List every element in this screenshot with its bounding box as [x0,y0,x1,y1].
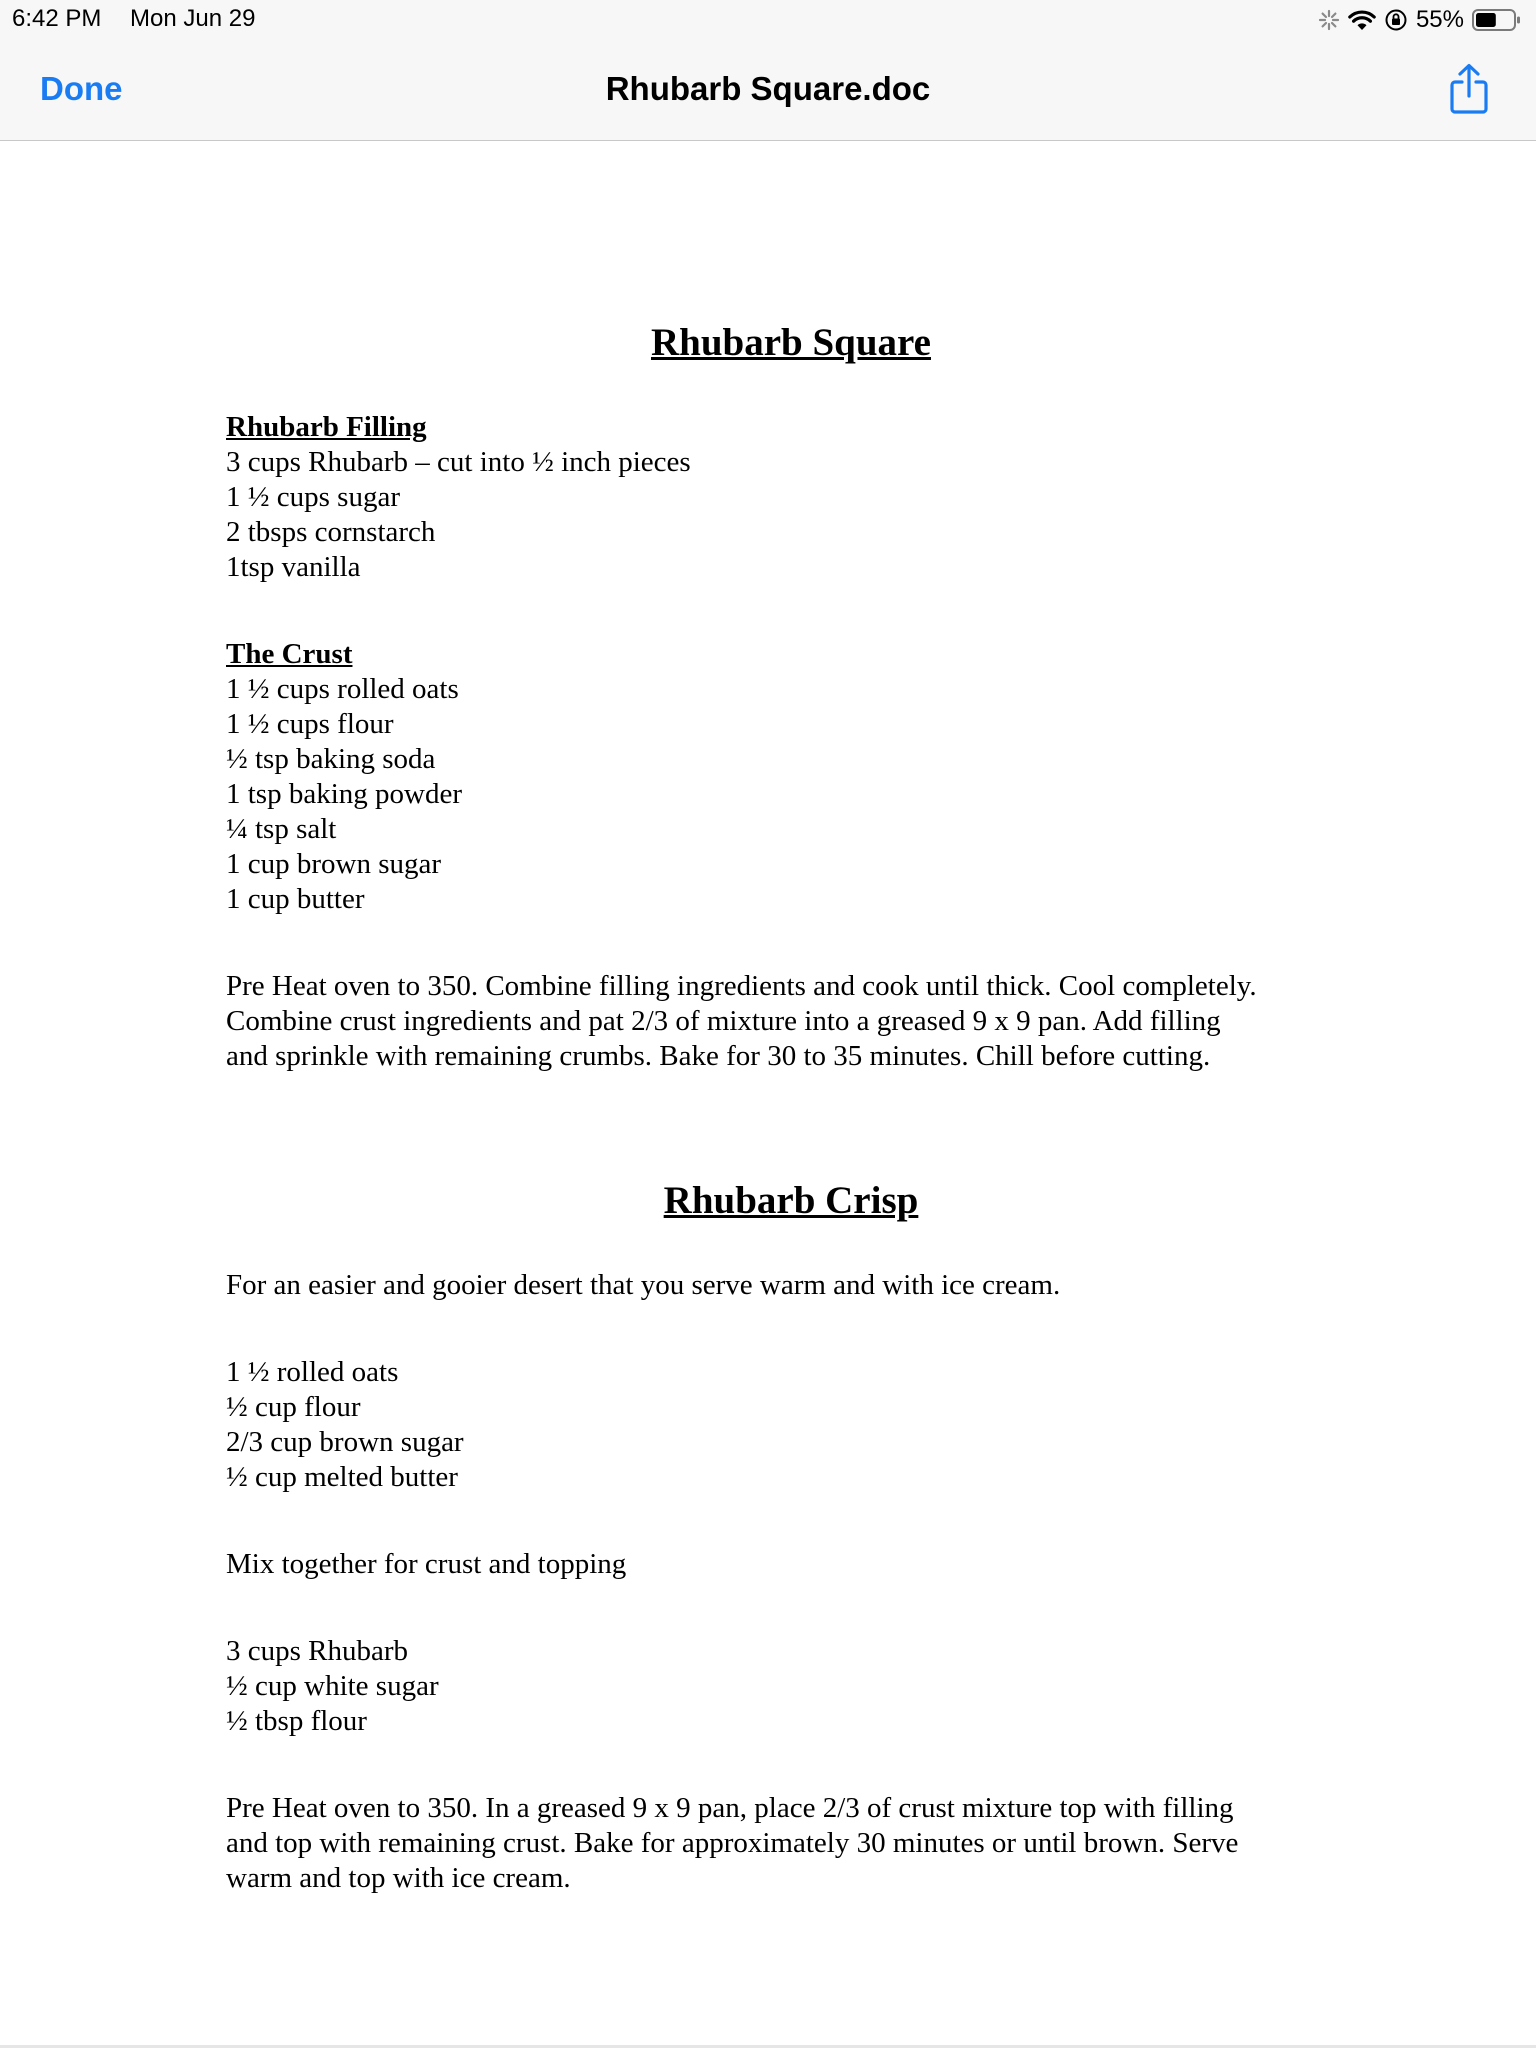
list-item: ½ cup white sugar [226,1670,439,1702]
paragraph-line: and top with remaining crust. Bake for approximately 30 minutes or until brown. Serve [226,1827,1239,1859]
status-icons [1318,6,1522,34]
status-date: Mon Jun 29 [130,5,256,32]
share-icon [1448,62,1490,116]
list-item: 1 cup brown sugar [226,848,442,880]
list-item: 1 ½ rolled oats [226,1356,399,1388]
list-item: 1 cup butter [226,883,365,915]
recipe-title-rhubarb-square: Rhubarb Square [651,321,931,364]
section-heading-crust: The Crust [226,638,353,670]
status-time: 6:42 PM [12,5,102,32]
mix-note: Mix together for crust and topping [226,1548,627,1580]
share-button[interactable] [1448,62,1490,116]
paragraph-line: Pre Heat oven to 350. Combine filling ingredients and cook until thick. Cool completely. [226,970,1257,1002]
paragraph-line: Pre Heat oven to 350. In a greased 9 x 9 pan, place 2/3 of crust mixture top with filling [226,1792,1234,1824]
document-title: Rhubarb Square.doc [605,70,931,107]
list-item: 1 tsp baking powder [226,778,462,810]
done-button[interactable]: Done [40,70,123,107]
paragraph-line: Combine crust ingredients and pat 2/3 of mixture into a greased 9 x 9 pan. Add filling [226,1005,1221,1037]
list-item: ½ tsp baking soda [226,743,436,775]
crisp-topping-list [226,1355,1356,1495]
list-item: 3 cups Rhubarb [226,1635,409,1667]
list-item: 2/3 cup brown sugar [226,1426,464,1458]
orientation-lock-icon [1384,8,1408,32]
wifi-icon [1348,9,1376,31]
paragraph-line: warm and top with ice cream. [226,1862,571,1894]
activity-spinner-icon [1318,9,1340,31]
nav-bar [0,40,1536,141]
list-item: 2 tbsps cornstarch [226,516,436,548]
crisp-filling-list [226,1634,1356,1739]
section-heading-filling: Rhubarb Filling [226,411,427,443]
list-item: ½ cup flour [226,1391,361,1423]
list-item: ½ cup melted butter [226,1461,458,1493]
document-body [226,140,1356,1896]
list-item: ½ tbsp flour [226,1705,367,1737]
battery-icon [1472,8,1522,32]
list-item: 1tsp vanilla [226,551,361,583]
instructions-square [226,969,1356,1074]
list-item: ¼ tsp salt [226,813,337,845]
crust-list [226,672,1356,917]
list-item: 3 cups Rhubarb – cut into ½ inch pieces [226,446,691,478]
list-item: 1 ½ cups rolled oats [226,673,459,705]
list-item: 1 ½ cups sugar [226,481,400,513]
list-item: 1 ½ cups flour [226,708,394,740]
filling-list [226,445,1356,585]
recipe-title-rhubarb-crisp: Rhubarb Crisp [663,1179,919,1222]
crisp-intro: For an easier and gooier desert that you serve warm and with ice cream. [226,1269,1061,1301]
battery-percent: 55% [1415,6,1464,33]
paragraph-line: and sprinkle with remaining crumbs. Bake for 30 to 35 minutes. Chill before cutting. [226,1040,1211,1072]
status-bar [0,0,1536,40]
instructions-crisp [226,1791,1356,1896]
